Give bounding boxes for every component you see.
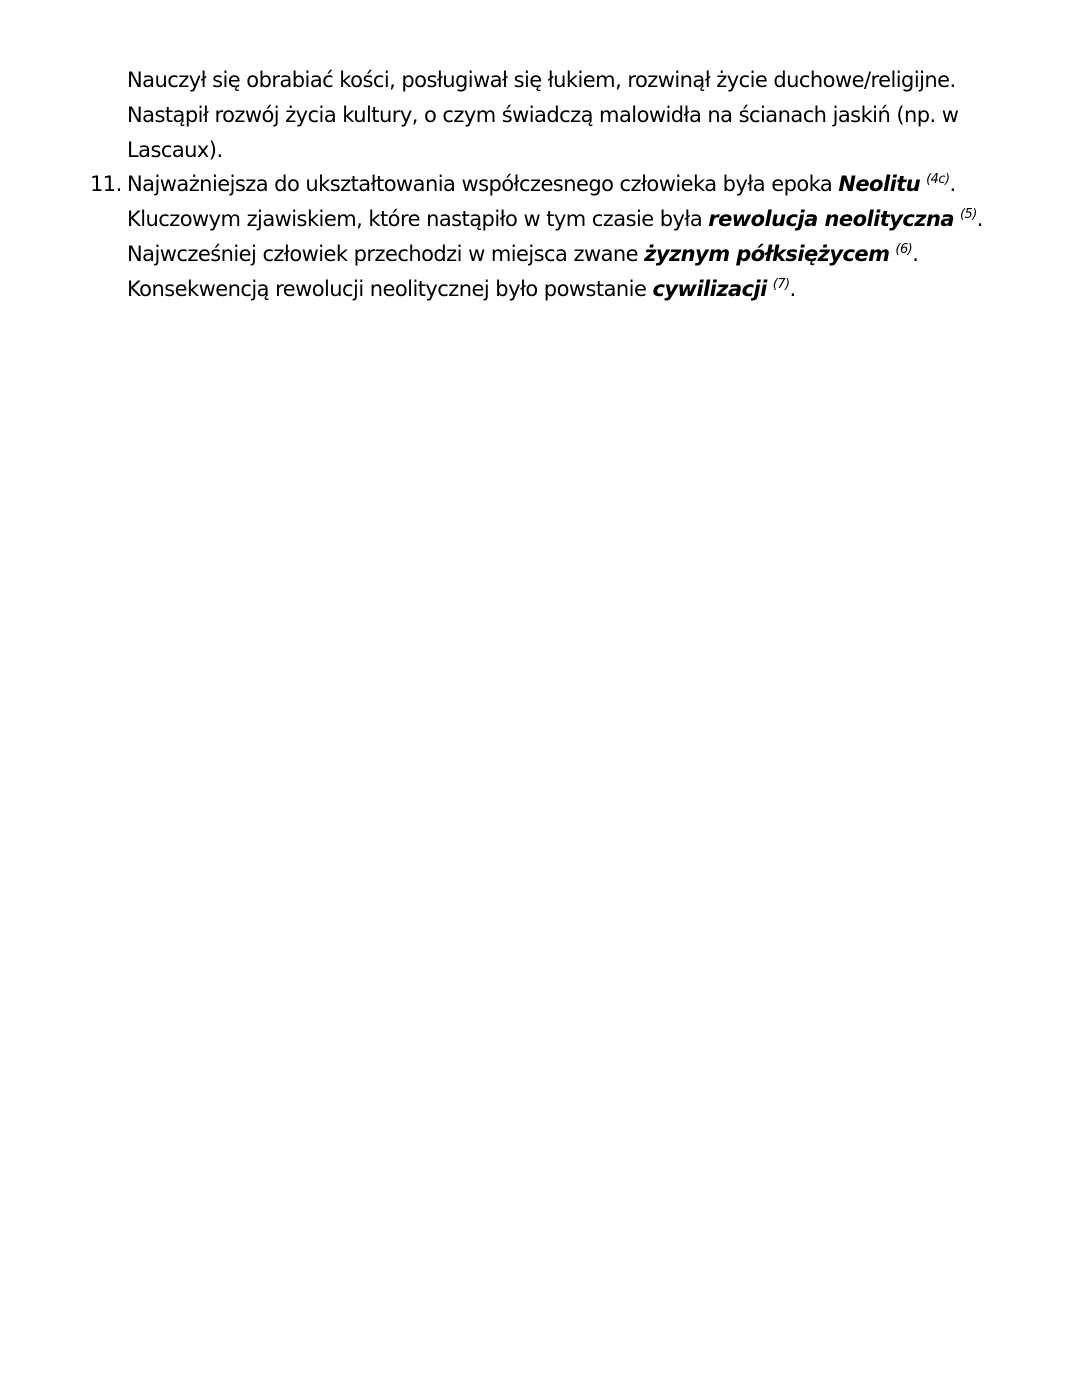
punctuation: . <box>789 277 796 301</box>
punctuation: . <box>949 172 956 196</box>
text-segment: Konsekwencją rewolucji neolitycznej było powstanie <box>127 277 653 301</box>
text-segment: Najważniejsza do ukształtowania współczesnego człowieka była epoka <box>127 172 839 196</box>
text-line: Nauczył się obrabiać kości, posługiwał się łukiem, rozwinął życie duchowe/religijne. <box>127 68 956 92</box>
footnote-marker: (6) <box>895 242 913 257</box>
paragraph-continuation <box>127 63 1027 168</box>
text-line: Nastąpił rozwój życia kultury, o czym świadczą malowidła na ścianach jaskiń (np. w <box>127 103 959 127</box>
key-term: Neolitu <box>838 172 921 196</box>
text-segment: Kluczowym zjawiskiem, które nastąpiło w tym czasie była <box>127 207 709 231</box>
text-line: Lascaux). <box>127 138 223 162</box>
text-line <box>127 272 1050 307</box>
list-item-number: 11. <box>90 172 122 196</box>
list-item-11 <box>90 167 1050 307</box>
text-line <box>127 237 1050 272</box>
footnote-marker: (4c) <box>926 172 950 187</box>
footnote-marker: (5) <box>959 207 977 222</box>
punctuation: . <box>976 207 983 231</box>
punctuation: . <box>912 242 919 266</box>
key-term: cywilizacji <box>652 277 767 301</box>
key-term: żyznym półksiężycem <box>644 242 890 266</box>
text-line <box>127 202 1050 237</box>
key-term: rewolucja neolityczna <box>708 207 954 231</box>
footnote-marker: (7) <box>772 277 790 292</box>
text-segment: Najwcześniej człowiek przechodzi w miejsca zwane <box>127 242 645 266</box>
text-line <box>127 167 1050 202</box>
list-item-body <box>127 167 1050 307</box>
